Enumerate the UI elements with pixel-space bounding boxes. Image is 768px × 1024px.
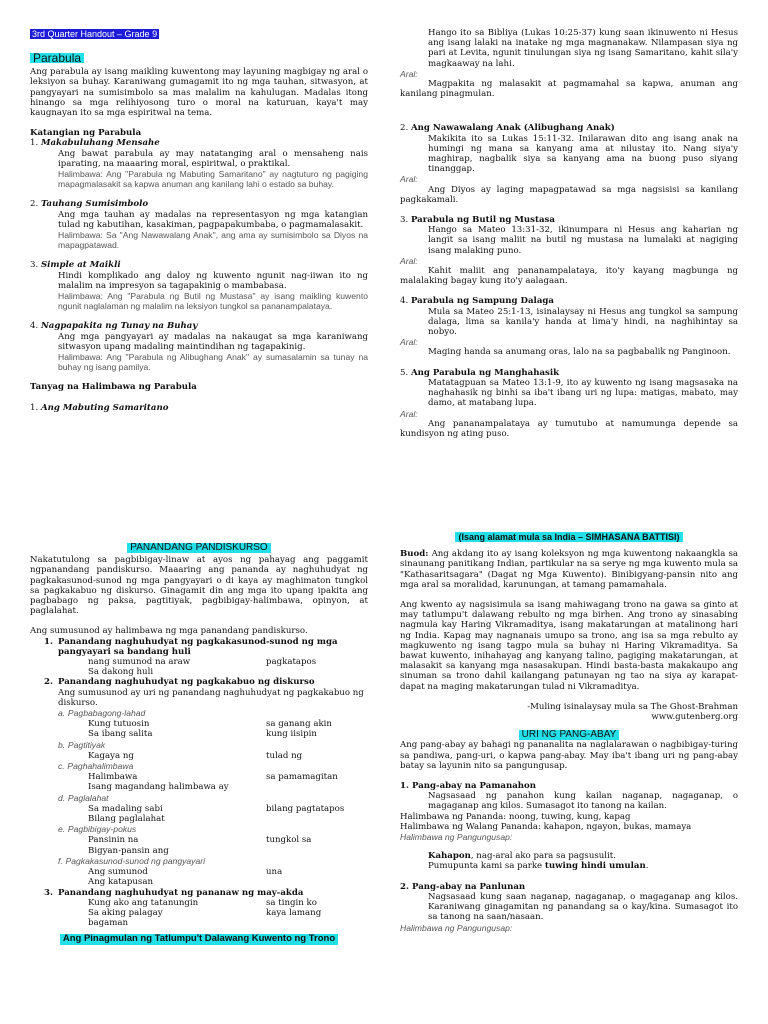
katangian-list: [30, 138, 368, 372]
katangian-title: Nagpapakita ng Tunay na Buhay: [40, 321, 198, 332]
parable-aral: Ang Diyos ay laging mapagpatawad sa mga nagsisisi sa kanilang pagkakamali.: [400, 184, 738, 205]
parable-num: 3.: [400, 215, 409, 226]
marker-row: [30, 782, 368, 792]
subtype-name: Paghahalimbawa: [67, 761, 134, 772]
panandang-list: [30, 637, 368, 929]
parable-desc: Mula sa Mateo 25:1-13, isinalaysay ni Hesus ang tungkol sa sampung dalaga, lima sa kanila'y handa at lima'y hindi, na naghihintay sa nobyo.: [428, 306, 738, 338]
marker-word: Sa ibang salita: [88, 729, 153, 740]
samaritano-aral: Magpakita ng malasakit at pagmamahal sa kapwa, anuman ang kanilang pinagmulan.: [400, 79, 738, 100]
aral-label: Aral:: [400, 255, 418, 266]
pamanahon-ex1: Halimbawa ng Pananda: noong, tuwing, kung, kapag: [400, 811, 631, 822]
pamanahon-title: 1. Pang-abay na Pamanahon: [400, 781, 537, 792]
subtype-name: Pagbabagong-lahad: [67, 708, 146, 719]
aral-label: Aral:: [400, 68, 418, 79]
subtype-heading: [30, 824, 368, 835]
marker-word: sa ganang akin: [266, 719, 332, 730]
marker-word: pagkatapos: [266, 657, 317, 668]
katangian-example: Halimbawa: Sa "Ang Nawawalang Anak", ang ama ay sumisimbolo sa Diyos na mapagpatawad.: [58, 230, 368, 251]
marker-row: [30, 667, 368, 677]
parable-item: [400, 368, 738, 439]
parable-item: [400, 123, 738, 205]
credit-source: -Muling isinalaysay mula sa The Ghost-Brahman: [527, 701, 738, 712]
marker-word: Pansinin na: [88, 835, 139, 846]
marker-word: bilang pagtatapos: [266, 803, 345, 814]
katangian-item-head: [30, 321, 368, 331]
panandang-heading: [30, 637, 368, 657]
panandang-section: [30, 543, 368, 945]
header-label: [30, 29, 180, 40]
panandang-intro: Nakatutulong sa pagbibigay-linaw at ayos ng pahayag ang paggamit ngpanandang pandiskurso. Maaaring ang pananda ay naghuhudyat ng pagkakasunod-sunod ng mga pangyayari o di kaya ay maghimaton tungkol sa pagkakabuo ng diskurso. Ginagamit din ang mga ito upang ipakita ang pagbabago ng paksa, pagtitiyak, pagbibigay-halimbawa, opinyon, at paglalahat.: [30, 555, 368, 617]
katangian-desc: Ang mga pangyayari ay madalas na nakaugat sa mga karaniwang sitwasyon upang madaling maintindihan ng tagapakinig.: [58, 331, 368, 352]
katangian-example: Halimbawa: Ang "Parabula ng Mabuting Samaritano" ay nagtuturo ng pagiging mapagmalasakit sa kapwa anuman ang kanilang lahi o estado sa buhay.: [58, 169, 368, 190]
marker-word: nang sumunod na araw: [88, 657, 191, 668]
subtype-letter: b.: [58, 739, 66, 750]
marker-word: tulad ng: [266, 750, 303, 761]
aral-label: Aral:: [400, 408, 418, 419]
parable-item-head: [400, 296, 738, 306]
panandang-desc: Ang sumusunod ay uri ng panandang naghuhudyat ng pagkakabuo ng diskurso.: [58, 687, 364, 708]
marker-word: Kung ako ang tatanungin: [88, 897, 199, 908]
panandang-num: 2.: [44, 677, 53, 688]
pamanahon-sentence-2: [400, 861, 738, 871]
marker-word: sa pamamagitan: [266, 772, 338, 783]
marker-row: [30, 729, 368, 739]
subtype-letter: c.: [58, 761, 65, 772]
subtype-letter: f.: [58, 855, 63, 866]
katangian-num: 2.: [30, 199, 39, 210]
katangian-item-head: [30, 260, 368, 270]
s2-end: .: [645, 861, 649, 872]
subtype-name: Pagkakasunod-sunod ng pangyayari: [65, 855, 206, 866]
tanyag-heading: Tanyag na Halimbawa ng Parabula: [30, 382, 197, 393]
parable-item-head: [400, 123, 738, 133]
marker-row: [30, 804, 368, 814]
katangian-example: Halimbawa: Ang "Parabula ng Butil ng Mustasa" ay isang maikling kuwento ngunit naglalaman ng malalim na leksiyon tungkol sa pananampalataya.: [58, 291, 368, 312]
panandang-lead: Ang sumusunod ay halimbawa ng mga panandang pandiskurso.: [30, 626, 308, 637]
marker-word: kung iisipin: [266, 729, 317, 740]
parable-desc: Matatagpuan sa Mateo 13:1-9, ito ay kuwento ng isang magsasaka na naghahasik ng binhi sa iba't ibang uri ng lupa: matigas, mabato, may damo, at matabang lupa.: [428, 377, 738, 409]
marker-word: Bigyan-pansin ang: [88, 845, 169, 856]
parable-list: [400, 123, 738, 439]
pamanahon-ex2: Halimbawa ng Walang Pananda: kahapon, ngayon, bukas, mamaya: [400, 821, 692, 832]
simhasana-story: Ang kwento ay nagsisimula sa isang mahiwagang trono na gawa sa ginto at may tatlumpu't dalawang rebulto ng mga birhen. Ang trono ay sinasabing nagmula kay Haring Vikramaditya, isang makatarungan at matalinong hari ng India. Kapag may nagnanais umupo sa trono, ang isa sa mga rebulto ay magkuwento ng isang tagpo mula sa buhay ni Haring Vikramaditya. Sa bawat kuwento, inihahayag ang kanyang talino, pagiging makatarungan, at malasakit sa kanyang mga nasasakupan. Hindi basta-basta makakaupo ang sinuman sa trono dahil kailangang patunayan ng tao na siya ay karapat-dapat na maging makatarungan tulad ni Vikramaditya.: [400, 600, 738, 692]
s1-rest: , nag-aral ako para sa pagsusulit.: [470, 851, 616, 862]
pangabay-title: URI NG PANG-ABAY: [519, 730, 620, 740]
marker-row: [30, 908, 368, 918]
marker-word: Ang katapusan: [88, 877, 153, 888]
panandang-title: PANANDANG PANDISKURSO: [127, 543, 270, 553]
panandang-heading: [30, 888, 368, 898]
buod-label: Buod:: [400, 549, 429, 560]
pangabay-intro: Ang pang-abay ay bahagi ng pananalita na naglalarawan o nagbibigay-turing sa pandiwa, pang-uri, o kapwa pang-abay. May iba't ibang uri ng pang-abay batay sa layunin nito sa pangungusap.: [400, 740, 738, 771]
parabula-section: [30, 53, 368, 413]
simhasana-buod: [400, 549, 738, 590]
katangian-item: [30, 260, 368, 311]
marker-row: [30, 751, 368, 761]
credit-url: www.gutenberg.org: [651, 712, 738, 723]
marker-row: [30, 719, 368, 729]
katangian-title: Simple at Maikli: [40, 260, 121, 271]
subtype-name: Pagtitiyak: [67, 739, 106, 750]
marker-word: Kagaya ng: [88, 750, 134, 761]
subtype-name: Paglalahat: [67, 792, 109, 803]
tanyag-first-item: [30, 403, 368, 413]
marker-row: [30, 877, 368, 887]
panlunan-desc: Nagsasaad kung saan naganap, nagaganap, o magaganap ang kilos. Karaniwang ginagamitan ng panandang sa o kay/kina. Sumasagot ito sa tanong na saan/nasaan.: [428, 891, 738, 923]
parable-num: 5.: [400, 367, 409, 378]
subtype-letter: a.: [58, 708, 66, 719]
subtype-heading: [30, 856, 368, 867]
parable-num: 4.: [400, 296, 409, 307]
parable-desc: Hango sa Mateo 13:31-32, ikinumpara ni Hesus ang kaharian ng langit sa isang maliit na butil ng mustasa na lumalaki at nagiging isang malaking puno.: [428, 225, 738, 256]
marker-row: [30, 657, 368, 667]
panandang-num: 3.: [44, 887, 53, 898]
tanyag-num: 1.: [30, 402, 39, 413]
parable-item: [400, 296, 738, 357]
buod-text: Ang akdang ito ay isang koleksyon ng mga kuwentong nakaangkla sa sinaunang panitikang Indian, partikular na sa serye ng mga kuwento mula sa "Kathasaritsagara" (Dagat ng Mga Kuwento). Binibigyang-pansin nito ang mga aral sa moralidad, karunungan, at tamang pamamahala.: [400, 549, 738, 590]
samaritano-desc: Hango ito sa Bibliya (Lukas 10:25-37) kung saan ikinuwento ni Hesus ang isang lalaki na inatake ng mga magnanakaw. Nilampasan siya ng pari at Levita, ngunit tinulungan siya ng isang Samaritano, kahit sila'y magkaaway na lahi.: [428, 28, 738, 69]
panandang-head-text: Panandang naghuhudyat ng pagkakabuo ng diskurso: [58, 677, 315, 688]
parable-num: 2.: [400, 123, 409, 134]
parable-title: Ang Parabula ng Manghahasik: [410, 367, 560, 378]
katangian-example: Halimbawa: Ang "Parabula ng Alibughang Anak" ay sumasalamin sa tunay na buhay ng isang pamilya.: [58, 352, 368, 373]
katangian-num: 1.: [30, 138, 39, 149]
parable-title: Parabula ng Sampung Dalaga: [410, 296, 554, 307]
marker-row: [30, 772, 368, 782]
katangian-heading: Katangian ng Parabula: [30, 128, 142, 139]
trono-title: Ang Pinagmulan ng Tatlumpu't Dalawang Kuwento ng Trono: [60, 934, 338, 944]
parabula-title: Parabula: [30, 53, 84, 63]
grade-label: 3rd Quarter Handout – Grade 9: [32, 29, 158, 39]
marker-word: Sa madaling sabi: [88, 803, 163, 814]
panandang-num: 1.: [44, 636, 53, 647]
panandang-head-text: Panandang naghuhudyat ng pananaw ng may-akda: [58, 887, 304, 898]
simhasana-title: (Isang alamat mula sa India – SIMHASANA BATTISI): [455, 532, 682, 542]
parable-item-head: [400, 215, 738, 225]
katangian-title: Tauhang Sumisimbolo: [40, 199, 149, 210]
katangian-title: Makabuluhang Mensahe: [40, 138, 160, 149]
panlunan-title: 2. Pang-abay na Panlunan: [400, 881, 526, 892]
marker-word: Halimbawa: [88, 772, 138, 783]
parabula-continued: [400, 28, 738, 439]
katangian-num: 3.: [30, 260, 39, 271]
katangian-item-head: [30, 138, 368, 148]
pamanahon-sentence-1: [400, 851, 738, 861]
panandang-heading: [30, 677, 368, 687]
s1-bold: Kahapon: [428, 851, 471, 862]
s2-start: Pumupunta kami sa parke: [428, 861, 545, 872]
marker-word: Kung tutuosin: [88, 719, 150, 730]
marker-row: [30, 898, 368, 908]
pamanahon-pang-label: Halimbawa ng Pangungusap:: [400, 832, 513, 843]
subtype-heading: [30, 740, 368, 751]
subtype-letter: e.: [58, 824, 66, 835]
parable-aral: Maging handa sa anumang oras, lalo na sa pagbabalik ng Panginoon.: [428, 347, 731, 358]
subtype-heading: [30, 793, 368, 804]
katangian-desc: Ang bawat parabula ay may natatanging aral o mensaheng nais iparating, na maaaring moral, espiritwal, o praktikal.: [58, 148, 368, 169]
marker-row: [30, 918, 368, 928]
katangian-item: [30, 138, 368, 189]
panlunan-pang-label: Halimbawa ng Pangungusap:: [400, 922, 513, 933]
marker-word: sa tingin ko: [266, 897, 317, 908]
s2-bold: tuwing hindi umulan: [544, 861, 646, 872]
marker-word: una: [266, 867, 283, 878]
katangian-item-head: [30, 199, 368, 209]
marker-word: Ang sumunod: [88, 867, 148, 878]
marker-row: [30, 814, 368, 824]
simhasana-section: [400, 532, 738, 933]
marker-word: bagaman: [88, 918, 129, 929]
parable-title: Ang Nawawalang Anak (Alibughang Anak): [410, 123, 615, 134]
aral-label: Aral:: [400, 174, 418, 185]
marker-word: Bilang paglalahat: [88, 814, 165, 825]
tanyag-title: Ang Mabuting Samaritano: [40, 402, 169, 413]
parable-aral: Kahit maliit ang pananampalataya, ito'y kayang magbunga ng malalaking bagay kung ito'y aalagaan.: [400, 266, 738, 287]
subtype-heading: [30, 761, 368, 772]
marker-row: [30, 867, 368, 877]
parable-item-head: [400, 368, 738, 378]
marker-row: [30, 835, 368, 845]
marker-row: [30, 846, 368, 856]
parable-desc: Makikita ito sa Lukas 15:11-32. Inilarawan dito ang isang anak na humingi ng mana sa kanyang ama at nilustay ito. Nang siya'y maghirap, nagbalik siya sa kanyang ama na buong puso siyang tinanggap.: [428, 133, 738, 175]
parable-aral: Ang pananampalataya ay tumutubo at namumunga depende sa kundisyon ng ating puso.: [400, 418, 738, 439]
marker-word: Isang magandang halimbawa ay: [88, 782, 229, 793]
marker-word: Sa dakong huli: [88, 667, 154, 678]
marker-word: tungkol sa: [266, 835, 312, 846]
marker-word: kaya lamang: [266, 907, 322, 918]
subtype-heading: [30, 708, 368, 719]
pamanahon-desc: Nagsasaad ng panahon kung kailan naganap, nagaganap, o magaganap ang kilos. Sumasagot ito tanong na kailan.: [428, 791, 738, 812]
parabula-intro: Ang parabula ay isang maikling kuwentong may layuning magbigay ng aral o leksiyon sa buhay. Karaniwang gumagamit ito ng mga tauhan, sitwasyon, at pangyayari na sumisimbolo sa mas malalim na kahulugan. Madalas itong hinango sa mga relihiyosong turo o moral na katuruan, kaya't may kaugnayan ito sa mga espiritwal na tema.: [30, 67, 368, 119]
parable-title: Parabula ng Butil ng Mustasa: [410, 215, 555, 226]
subtype-name: Pagbibigay-pokus: [67, 824, 137, 835]
subtype-letter: d.: [58, 792, 66, 803]
aral-label: Aral:: [400, 337, 418, 348]
katangian-item: [30, 199, 368, 250]
katangian-item: [30, 321, 368, 372]
katangian-num: 4.: [30, 321, 39, 332]
marker-word: Sa aking palagay: [88, 907, 163, 918]
parable-item: [400, 215, 738, 286]
panandang-head-text: Panandang naghuhudyat ng pagkakasunod-sunod ng mga pangyayari sa bandang huli: [58, 636, 338, 657]
katangian-desc: Hindi komplikado ang daloy ng kuwento ngunit nag-iiwan ito ng malalim na impresyon sa tagapakinig o mambabasa.: [58, 270, 368, 291]
katangian-desc: Ang mga tauhan ay madalas na representasyon ng mga katangian tulad ng kabutihan, kasakiman, pagpapakumbaba, o pagmamalasakit.: [58, 209, 368, 230]
